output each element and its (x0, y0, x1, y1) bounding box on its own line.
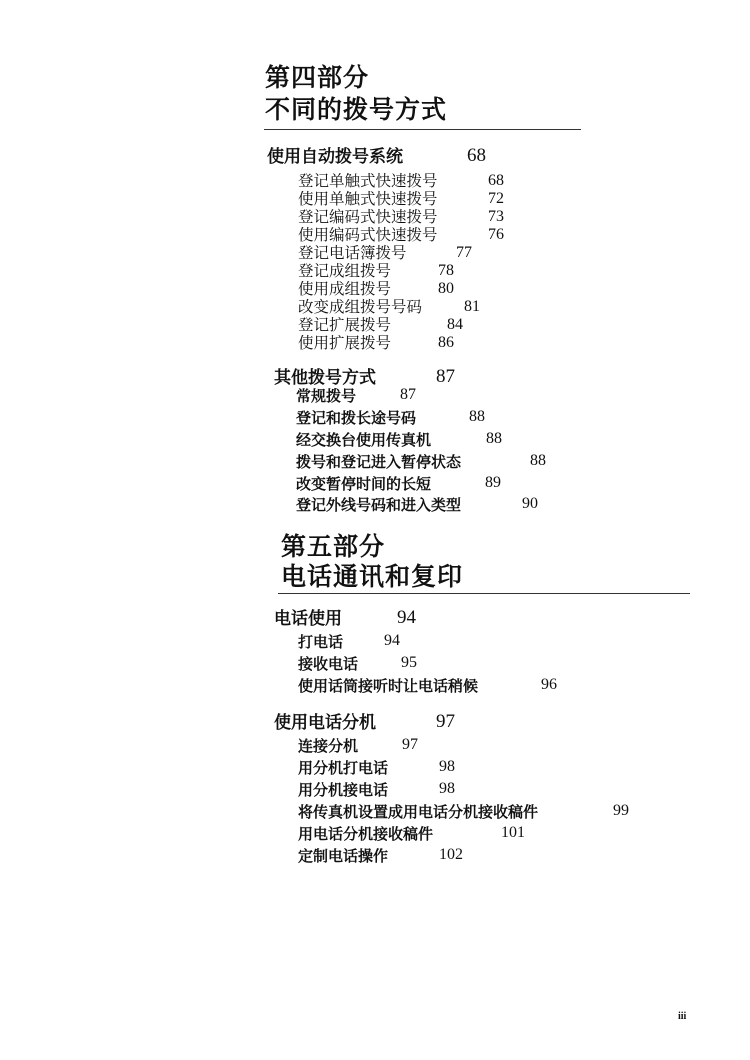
toc-entry: 登记成组拨号 (298, 262, 392, 280)
toc-entry-page: 98 (439, 758, 455, 775)
chapter-title-phone-use: 电话使用 (274, 609, 342, 629)
toc-entry: 使用成组拨号 (298, 280, 392, 298)
part4-divider (264, 129, 581, 130)
toc-entry: 登记外线号码和进入类型 (296, 496, 462, 514)
toc-entry-page: 84 (447, 316, 463, 333)
toc-entry: 改变成组拨号号码 (298, 298, 423, 316)
chapter-title-auto-dial: 使用自动拨号系统 (267, 147, 403, 167)
toc-entry-page: 68 (488, 172, 504, 189)
toc-entry: 常规拨号 (296, 387, 357, 405)
toc-entry: 连接分机 (298, 737, 359, 755)
part5-divider (278, 593, 690, 594)
part4-title-line1: 第四部分 (265, 63, 370, 92)
toc-entry-page: 101 (501, 824, 525, 841)
part5-title-line1: 第五部分 (281, 532, 386, 561)
toc-entry: 登记扩展拨号 (298, 316, 392, 334)
toc-entry-page: 80 (438, 280, 454, 297)
toc-entry: 用分机接电话 (298, 781, 389, 799)
toc-entry-page: 86 (438, 334, 454, 351)
toc-entry: 用电话分机接收稿件 (298, 825, 434, 843)
toc-entry-page: 76 (488, 226, 504, 243)
chapter-page-other-dial: 87 (436, 366, 455, 387)
page-number: iii (678, 1011, 687, 1022)
toc-entry: 登记电话簿拨号 (298, 244, 407, 262)
toc-entry-page: 72 (488, 190, 504, 207)
chapter-title-other-dial: 其他拨号方式 (274, 368, 376, 388)
toc-entry-page: 73 (488, 208, 504, 225)
toc-entry-page: 87 (400, 386, 416, 403)
toc-entry: 登记单触式快速拨号 (298, 172, 438, 190)
toc-entry: 使用话筒接听时让电话稍候 (298, 677, 479, 695)
toc-entry-page: 89 (485, 474, 501, 491)
toc-entry: 使用编码式快速拨号 (298, 226, 438, 244)
toc-entry-page: 98 (439, 780, 455, 797)
toc-entry-page: 77 (456, 244, 472, 261)
toc-entry: 接收电话 (298, 655, 359, 673)
toc-entry: 改变暂停时间的长短 (296, 475, 432, 493)
toc-entry: 使用单触式快速拨号 (298, 190, 438, 208)
toc-entry: 拨号和登记进入暂停状态 (296, 453, 462, 471)
toc-entry: 使用扩展拨号 (298, 334, 392, 352)
toc-entry-page: 96 (541, 676, 557, 693)
part4-title-line2: 不同的拨号方式 (265, 95, 448, 124)
toc-entry: 登记编码式快速拨号 (298, 208, 438, 226)
toc-entry-page: 88 (530, 452, 546, 469)
toc-entry-page: 94 (384, 632, 400, 649)
toc-entry-page: 78 (438, 262, 454, 279)
toc-entry: 定制电话操作 (298, 847, 389, 865)
toc-entry-page: 102 (439, 846, 463, 863)
chapter-title-extension: 使用电话分机 (274, 713, 376, 733)
toc-entry-page: 99 (613, 802, 629, 819)
part5-title-line2: 电话通讯和复印 (281, 562, 464, 591)
toc-entry-page: 95 (401, 654, 417, 671)
chapter-page-phone-use: 94 (397, 607, 416, 628)
toc-entry-page: 81 (464, 298, 480, 315)
toc-entry: 打电话 (298, 633, 344, 651)
toc-entry-page: 88 (486, 430, 502, 447)
toc-entry-page: 97 (402, 736, 418, 753)
toc-entry: 将传真机设置成用电话分机接收稿件 (298, 803, 539, 821)
toc-entry: 用分机打电话 (298, 759, 389, 777)
toc-entry: 登记和拨长途号码 (296, 409, 417, 427)
toc-entry-page: 90 (522, 495, 538, 512)
chapter-page-extension: 97 (436, 711, 455, 732)
toc-entry-page: 88 (469, 408, 485, 425)
chapter-page-auto-dial: 68 (467, 145, 486, 166)
toc-entry: 经交换台使用传真机 (296, 431, 432, 449)
